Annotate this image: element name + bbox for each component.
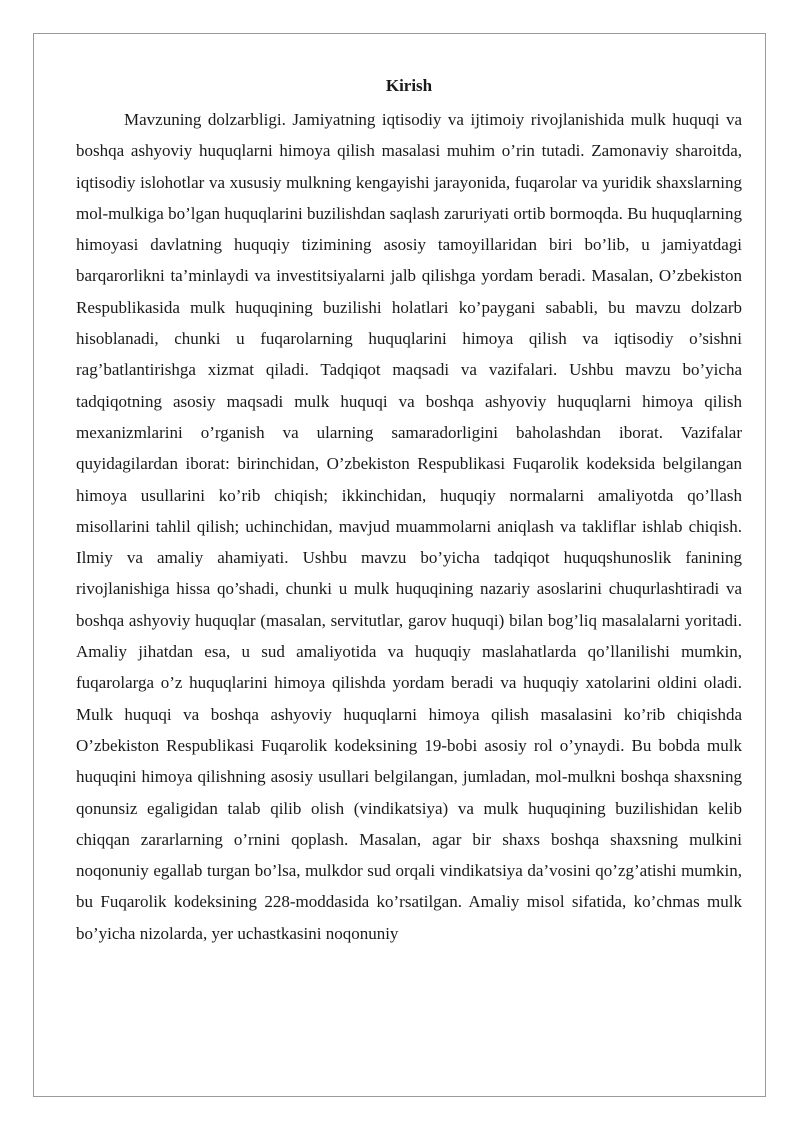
body-paragraph: Mavzuning dolzarbligi. Jamiyatning iqtisodiy va ijtimoiy rivojlanishida mulk huquqi va boshqa ashyoviy huquqlarni himoya qilish masalasi muhim o’rin tutadi. Zamonaviy sharoitda, iqtisodiy islohotlar va xususiy mulkning kengayishi jarayonida, fuqarolar va yuridik shaxslarning mol-mulkiga bo’lgan huquqlarini buzilishdan saqlash zaruriyati ortib bormoqda. Bu huquqlarning himoyasi davlatning huquqiy tizimining asosiy tamoyillaridan biri bo’lib, u jamiyatdagi barqarorlikni ta’minlaydi va investitsiyalarni jalb qilishga yordam beradi. Masalan, O’zbekiston Respublikasida mulk huquqining buzilishi holatlari ko’paygani sababli, bu mavzu dolzarb hisoblanadi, chunki u fuqarolarning huquqlarini himoya qilish va iqtisodiy o’sishni rag’batlantirishga xizmat qiladi. Tadqiqot maqsadi va vazifalari. Ushbu mavzu bo’yicha tadqiqotning asosiy maqsadi mulk huquqi va boshqa ashyoviy huquqlarni himoya qilish mexanizmlarini o’rganish va ularning samaradorligini baholashdan iborat. Vazifalar quyidagilardan iborat: birinchidan, O’zbekiston Respublikasi Fuqarolik kodeksida belgilangan himoya usullarini ko’rib chiqish; ikkinchidan, huquqiy normalarni amaliyotda qo’llash misollarini tahlil qilish; uchinchidan, mavjud muammolarni aniqlash va takliflar ishlab chiqish. Ilmiy va amaliy ahamiyati. Ushbu mavzu bo’yicha tadqiqot huquqshunoslik fanining rivojlanishiga hissa qo’shadi, chunki u mulk huquqining nazariy asoslarini chuqurlashtiradi va boshqa ashyoviy huquqlar (masalan, servitutlar, garov huquqi) bilan bog’liq masalalarni yoritadi. Amaliy jihatdan esa, u sud amaliyotida va huquqiy maslahatlarda qo’llanilishi mumkin, fuqarolarga o’z huquqlarini himoya qilishda yordam beradi va huquqiy xatolarini oldini oladi. Mulk huquqi va boshqa ashyoviy huquqlarni himoya qilish masalasini ko’rib chiqishda O’zbekiston Respublikasi Fuqarolik kodeksining 19-bobi asosiy rol o’ynaydi. Bu bobda mulk huquqini himoya qilishning asosiy usullari belgilangan, jumladan, mol-mulkni boshqa shaxsning qonunsiz egaligidan talab qilib olish (vindikatsiya) va mulk huquqining buzilishidan kelib chiqqan zararlarning o’rnini qoplash. Masalan, agar bir shaxs boshqa shaxsning mulkini noqonuniy egallab turgan bo’lsa, mulkdor sud orqali vindikatsiya da’vosini qo’zg’atishi mumkin, bu Fuqarolik kodeksining 228-moddasida ko’rsatilgan. Amaliy misol sifatida, ko’chmas mulk bo’yicha nizolarda, yer uchastkasini noqonuniy [76, 110, 742, 943]
document-body [76, 72, 742, 949]
document-title: Kirish [385, 76, 433, 95]
